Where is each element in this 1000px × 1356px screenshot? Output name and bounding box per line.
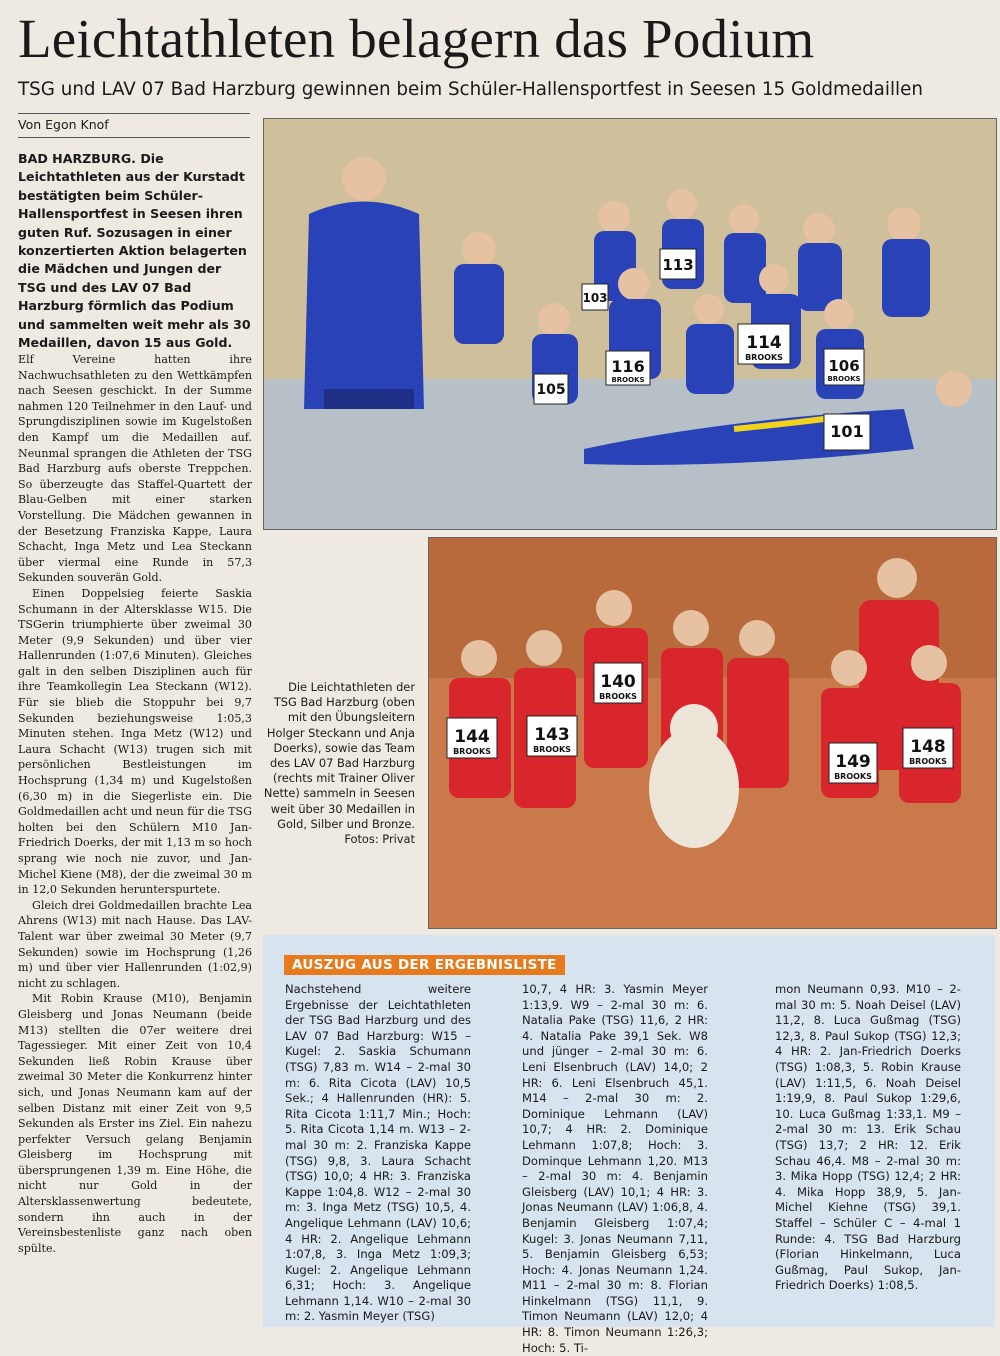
body-paragraph: Mit Robin Krause (M10), Benjamin Gleisberg und Jonas Neumann (beide M13) stellten die 07er weitere drei Tagessieger. Mit einer Zeit von 10,4 Sekunden ließ Robin Krause über zweimal 30 Meter die Konkurrenz hinter sich, und Jonas Neumann kam auf der selben Distanz mit einer Zeit von 9,5 Sekunden als Erster ins Ziel. Ein nahezu perfekter Versuch gelang Benjamin Gleisberg im Hochsprung mit übersprungenen 1,39 m. Eine Höhe, die nicht nur Gold in der Altersklassenwertung bedeutete, sondern ihn auch in der Vereinsbestenliste ganz nach oben spülte. <box>18 992 252 1255</box>
bib-number: 103 <box>582 291 608 305</box>
bib-number: 144 <box>454 727 490 747</box>
photo-credit: Fotos: Privat <box>344 832 415 847</box>
results-text: mon Neumann 0,93. M10 – 2-mal 30 m: 5. Noah Deisel (LAV) 11,2, 8. Luca Gußmag (TSG) 12,3, 8. Paul Sukop (TSG) 12,3; 4 HR: 2. Jan-Friedrich Doerks (TSG) 1:08,3, 5. Robin Krause (LAV) 1:11,5, 6. Noah Deisel 1:19,9, 8. Paul Sukop 1:29,6, 10. Luca Gußmag 1:33,1. M9 – 2-mal 30 m: 13. Erik Schau (TSG) 13,7; 2 HR: 12. Erik Schau 46,4. M8 – 2-mal 30 m: 3. Mika Hopp (TSG) 12,4; 2 HR: 4. Mika Hopp 38,9, 5. Jan-Michel Kiehne (TSG) 39,1. Staffel – Schüler C – 4-mal 1 Runde: 4. TSG Bad Harzburg (Florian Hinkelmann, Luca Gußmag, Paul Sukop, Jan-Friedrich Doerks) 1:08,5. <box>775 982 961 1293</box>
photo-lav-team <box>428 537 997 929</box>
bib-number: 113 <box>662 256 694 274</box>
bib-number: 148 <box>910 737 946 757</box>
bib-number: 105 <box>536 382 566 398</box>
bib-sponsor: BROOKS <box>827 375 861 383</box>
results-column <box>775 982 961 1294</box>
bib-sponsor: BROOKS <box>909 757 947 766</box>
results-column <box>522 982 708 1356</box>
byline: Von Egon Knof <box>18 117 109 132</box>
results-text: Nachstehend weitere Ergebnisse der Leichtathleten der TSG Bad Harzburg und des LAV 07 Bad Harzburg: W15 – Kugel: 2. Saskia Schumann (TSG) 7,83 m. W14 – 2-mal 30 m: 6. Rita Cicota (LAV) 10,5 Sek.; 4 Hallenrunden (HR): 5. Rita Cicota 1:11,7 Min.; Hoch: 5. Rita Cicota 1,14 m. W13 – 2-mal 30 m: 2. Franziska Kappe (TSG) 9,8, 3. Laura Schacht (TSG) 10,0; 4 HR: 3. Franziska Kappe 1:04,8. W12 – 2-mal 30 m: 3. Inga Metz (TSG) 10,5, 4. Angelique Lehmann (LAV) 10,6; 4 HR: 2. Angelique Lehmann 1:07,8, 3. Inga Metz 1:09,3; Kugel: 2. Angelique Lehmann 6,31; Hoch: 3. Angelique Lehmann 1,14. W10 – 2-mal 30 m: 2. Yasmin Meyer (TSG) <box>285 982 471 1324</box>
bib-sponsor: BROOKS <box>453 747 491 756</box>
bib-sponsor: BROOKS <box>745 353 783 362</box>
photo-caption <box>263 680 415 847</box>
bib-sponsor: BROOKS <box>834 772 872 781</box>
body-paragraph: Elf Vereine hatten ihre Nachwuchsathleten zu den Wettkämpfen nach Seesen geschickt. In der Summe nahmen 120 Teilnehmer in den Lauf- und Sprungdisziplinen sowie im Kugelstoßen den Kampf um die Medaillen auf. Neunmal sprangen die Athleten der TSG Bad Harzburg aufs oberste Treppchen. So überzeugte das Staffel-Quartett der Blau-Gelben mit einer starken Vorstellung. Die Mädchen gewannen in der Besetzung Franziska Kappe, Laura Schacht, Inga Metz und Lea Steckann über viermal eine Runde in 57,3 Sekunden souverän Gold. <box>18 353 252 585</box>
bib-number: 101 <box>830 422 864 441</box>
bib-number: 114 <box>746 333 782 353</box>
results-text: 10,7, 4 HR: 3. Yasmin Meyer 1:13,9. W9 – 2-mal 30 m: 6. Natalia Pake (TSG) 11,6, 2 HR: 4. Natalia Pake 39,1 Sek. W8 und jünger – 2-mal 30 m: 6. Leni Elsenbruch (LAV) 14,0; 2 HR: 6. Leni Elsenbruch 45,1. M14 – 2-mal 30 m: 2. Dominique Lehmann (LAV) 10,7; 4 HR: 2. Dominique Lehmann 1:07,8; Hoch: 3. Dominque Lehmann 1,20. M13 – 2-mal 30 m: 4. Benjamin Gleisberg (LAV) 10,1; 4 HR: 3. Jonas Neumann (LAV) 1:06,8, 4. Benjamin Gleisberg 1:07,4; Kugel: 3. Jonas Neumann 7,11, 5. Benjamin Gleisberg 6,53; Hoch: 4. Jonas Neumann 1,24. M11 – 2-mal 30 m: 8. Florian Hinkelmann (TSG) 11,1, 9. Timon Neumann (LAV) 12,0; 4 HR: 8. Timon Neumann 1:26,3; Hoch: 5. Ti- <box>522 982 708 1355</box>
results-badge: AUSZUG AUS DER ERGEBNISLISTE <box>284 955 565 975</box>
headline: Leichtathleten belagern das Podium <box>18 8 815 69</box>
bib-number: 140 <box>600 672 636 692</box>
bib-number: 143 <box>534 725 570 745</box>
bib-number: 106 <box>828 357 860 375</box>
bib-sponsor: BROOKS <box>533 745 571 754</box>
results-column <box>285 982 471 1325</box>
lead-paragraph: BAD HARZBURG. Die Leichtathleten aus der Kurstadt bestätigten beim Schüler-Hallensportfest in Seesen ihren guten Ruf. Sozusagen in einer konzertierten Aktion belagerten die Mädchen und Jungen der TSG und des LAV 07 Bad Harzburg förmlich das Podium und sammelten weit mehr als 30 Medaillen, davon 15 aus Gold. <box>18 151 251 351</box>
subheadline: TSG und LAV 07 Bad Harzburg gewinnen beim Schüler-Hallensportfest in Seesen 15 Goldmedaillen <box>18 79 923 100</box>
body-paragraph: Gleich drei Goldmedaillen brachte Lea Ahrens (W13) mit nach Hause. Das LAV-Talent war über zweimal 30 Meter (9,7 Sekunden) sowie im Hochsprung (1,26 m) und über vier Hallenrunden (1:02,9) nicht zu schlagen. <box>18 898 252 990</box>
caption-text: Die Leichtathleten der TSG Bad Harzburg (oben mit den Übungsleitern Holger Steckann und Anja Doerks), sowie das Team des LAV 07 Bad Harzburg (rechts mit Trainer Oliver Nette) sammeln in Seesen weit über 30 Medaillen in Gold, Silber und Bronze. <box>263 680 415 831</box>
divider-bottom <box>18 137 250 138</box>
body-paragraph: Einen Doppelsieg feierte Saskia Schumann in der Altersklasse W15. Die TSGerin triumphierte über zweimal 30 Meter (9,9 Sekunden) und über vier Hallenrunden (1:07,6 Minuten). Gleiches galt in den selben Disziplinen auch für ihre Teamkollegin Lea Steckann (W12). Für sie blieb die Stoppuhr bei 9,7 Sekunden beziehungsweise 1:05,3 Minuten stehen. Inga Metz (W12) und Laura Schacht (W13) trugen sich mit persönlichen Bestleistungen im Hochsprung (1,34 m) und Kugelstoßen (6,30 m) in die Siegerliste ein. Die Goldmedaillen acht und neun für die TSG holten bei den Schülern M10 Jan-Friedrich Doerks, der mit 1,13 m so hoch sprang wie noch nie zuvor, und Jan-Michel Kiene (M8), der die zweimal 30 m in 12,0 Sekunden herunterspurtete. <box>18 586 252 897</box>
photo-tsg-team <box>263 118 997 530</box>
bib-number: 149 <box>835 752 871 772</box>
bib-sponsor: BROOKS <box>611 376 645 384</box>
bib-sponsor: BROOKS <box>599 692 637 701</box>
bib-number: 116 <box>611 357 645 376</box>
divider-top <box>18 113 250 114</box>
article-body <box>18 352 252 1256</box>
